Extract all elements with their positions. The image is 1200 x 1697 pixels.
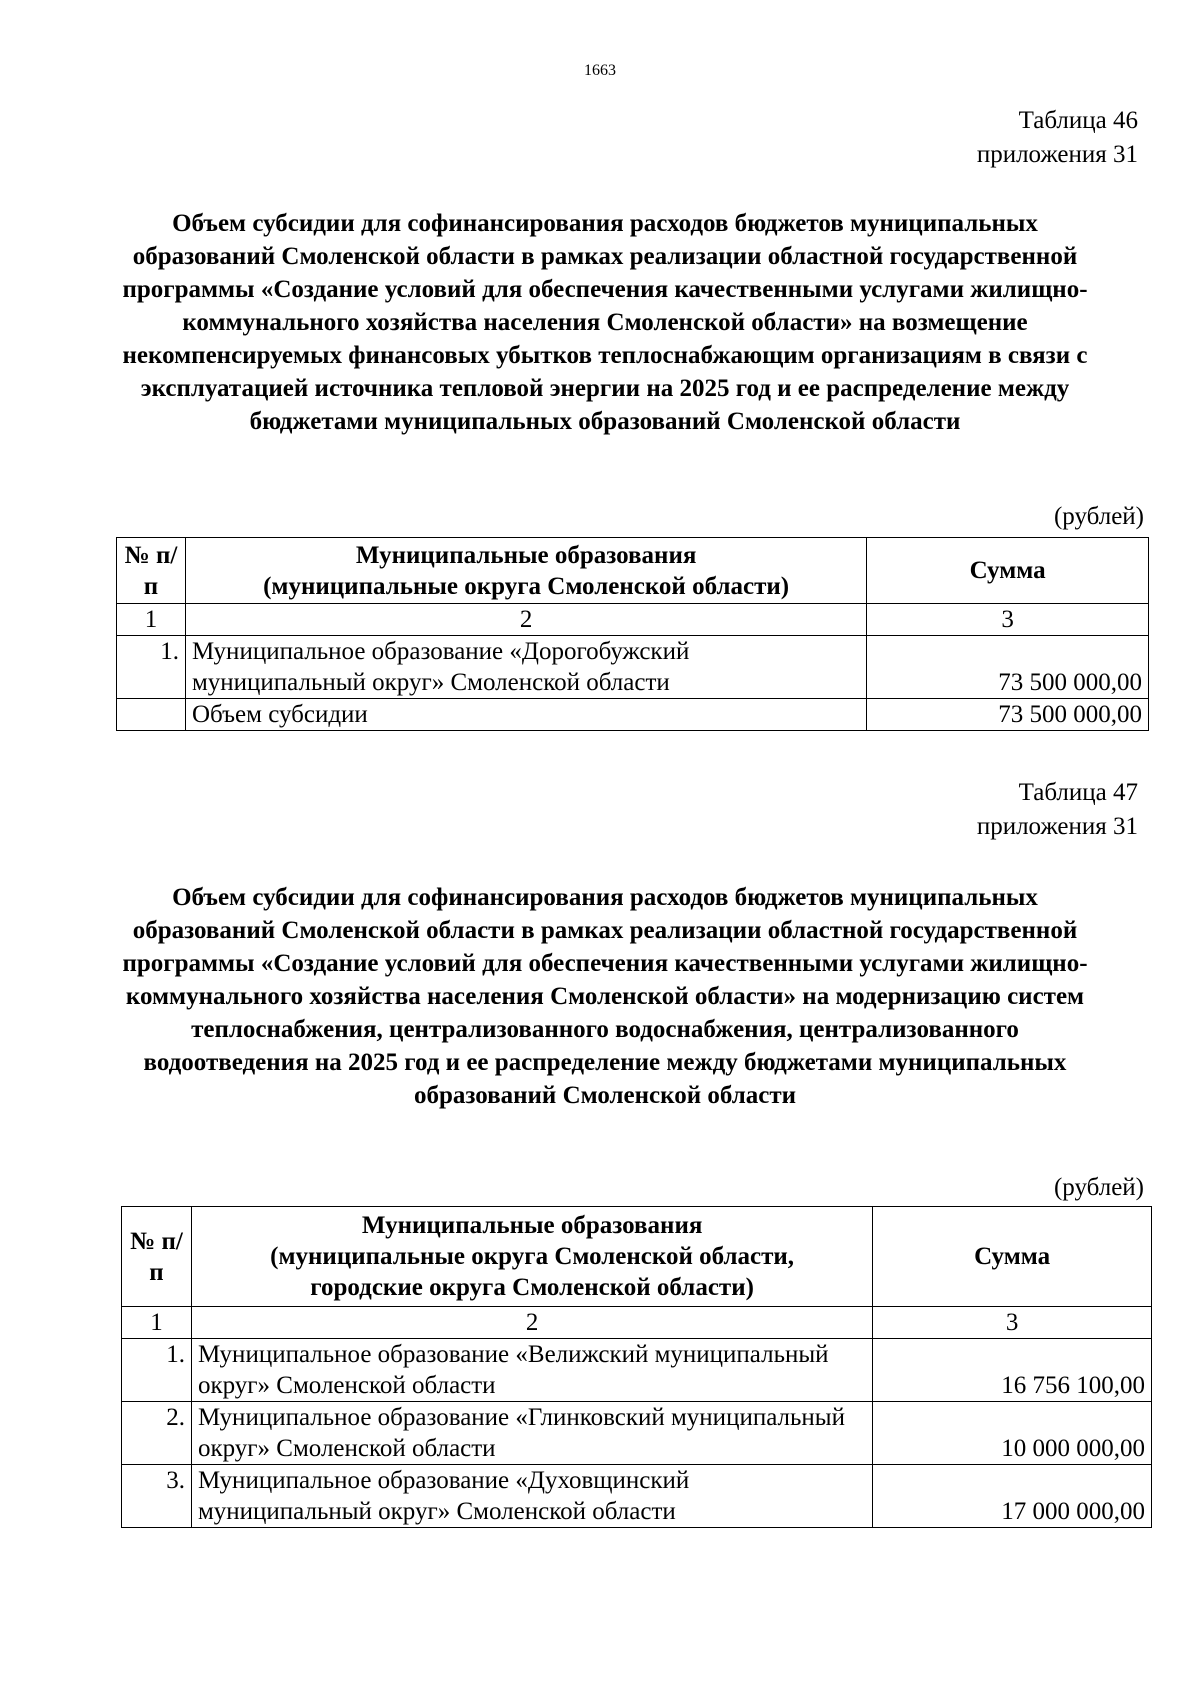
row-sum: 10 000 000,00 bbox=[873, 1402, 1152, 1465]
column-number: 3 bbox=[873, 1307, 1152, 1339]
header-municipality-line2: (муниципальные округа Смоленской области) bbox=[263, 572, 790, 600]
row-sum: 73 500 000,00 bbox=[867, 636, 1149, 699]
column-number: 2 bbox=[185, 604, 866, 636]
header-num: № п/п bbox=[117, 538, 186, 604]
header-municipality bbox=[185, 538, 866, 604]
header-municipality bbox=[191, 1207, 872, 1307]
row-sum: 16 756 100,00 bbox=[873, 1339, 1152, 1402]
table-47-title: Объем субсидии для софинансирования расходов бюджетов муниципальных образований Смоленской области в рамках реализации областной государственной программы «Создание условий для обеспечения качественными услугами жилищно-коммунального хозяйства населения Смоленской области» на модернизацию систем теплоснабжения, централизованного водоснабжения, централизованного водоотведения на 2025 год и ее распределение между бюджетами муниципальных образований Смоленской области bbox=[122, 884, 1088, 1109]
table-46 bbox=[116, 537, 1149, 731]
row-municipality: Муниципальное образование «Глинковский муниципальный округ» Смоленской области bbox=[191, 1402, 872, 1465]
column-number: 1 bbox=[122, 1307, 192, 1339]
table-46-caption-line1: Таблица 46 bbox=[1018, 107, 1138, 134]
column-number-row bbox=[122, 1307, 1152, 1339]
table-46-units: (рублей) bbox=[1053, 503, 1144, 530]
total-empty-cell bbox=[117, 699, 186, 731]
table-46-title: Объем субсидии для софинансирования расходов бюджетов муниципальных образований Смоленской области в рамках реализации областной государственной программы «Создание условий для обеспечения качественными услугами жилищно-коммунального хозяйства населения Смоленской области» на возмещение некомпенсируемых финансовых убытков теплоснабжающим организациям в связи с эксплуатацией источника тепловой энергии на 2025 год и ее распределение между бюджетами муниципальных образований Смоленской области bbox=[122, 210, 1088, 435]
table-header-row bbox=[122, 1207, 1152, 1307]
table-row bbox=[122, 1465, 1152, 1528]
header-sum: Сумма bbox=[867, 538, 1149, 604]
row-municipality: Муниципальное образование «Велижский муниципальный округ» Смоленской области bbox=[191, 1339, 872, 1402]
column-number: 1 bbox=[117, 604, 186, 636]
header-municipality-line3: городские округа Смоленской области) bbox=[310, 1274, 754, 1301]
page-number: 1663 bbox=[584, 62, 616, 79]
table-47-caption bbox=[977, 776, 1138, 844]
table-header-row bbox=[117, 538, 1149, 604]
row-number: 1. bbox=[122, 1339, 192, 1402]
total-label: Объем субсидии bbox=[185, 699, 866, 731]
header-municipality-line2: (муниципальные округа Смоленской области, bbox=[270, 1243, 795, 1270]
column-number: 2 bbox=[191, 1307, 872, 1339]
row-number: 3. bbox=[122, 1465, 192, 1528]
table-46-caption bbox=[977, 104, 1138, 172]
total-row bbox=[117, 699, 1149, 731]
row-municipality: Муниципальное образование «Духовщинский муниципальный округ» Смоленской области bbox=[191, 1465, 872, 1528]
header-municipality-line1: Муниципальные образования bbox=[361, 1212, 703, 1239]
row-number: 1. bbox=[117, 636, 186, 699]
table-47-caption-line2: приложения 31 bbox=[976, 813, 1138, 840]
table-47-caption-line1: Таблица 47 bbox=[1018, 779, 1138, 806]
header-sum: Сумма bbox=[873, 1207, 1152, 1307]
table-row bbox=[117, 636, 1149, 699]
table-47 bbox=[121, 1206, 1152, 1528]
table-row bbox=[122, 1402, 1152, 1465]
header-num: № п/п bbox=[122, 1207, 192, 1307]
row-municipality: Муниципальное образование «Дорогобужский муниципальный округ» Смоленской области bbox=[185, 636, 866, 699]
column-number-row bbox=[117, 604, 1149, 636]
row-number: 2. bbox=[122, 1402, 192, 1465]
header-municipality-line1: Муниципальные образования bbox=[355, 541, 697, 569]
total-sum: 73 500 000,00 bbox=[867, 699, 1149, 731]
row-sum: 17 000 000,00 bbox=[873, 1465, 1152, 1528]
table-46-caption-line2: приложения 31 bbox=[976, 141, 1138, 168]
column-number: 3 bbox=[867, 604, 1149, 636]
table-47-units: (рублей) bbox=[1053, 1174, 1144, 1201]
table-row bbox=[122, 1339, 1152, 1402]
